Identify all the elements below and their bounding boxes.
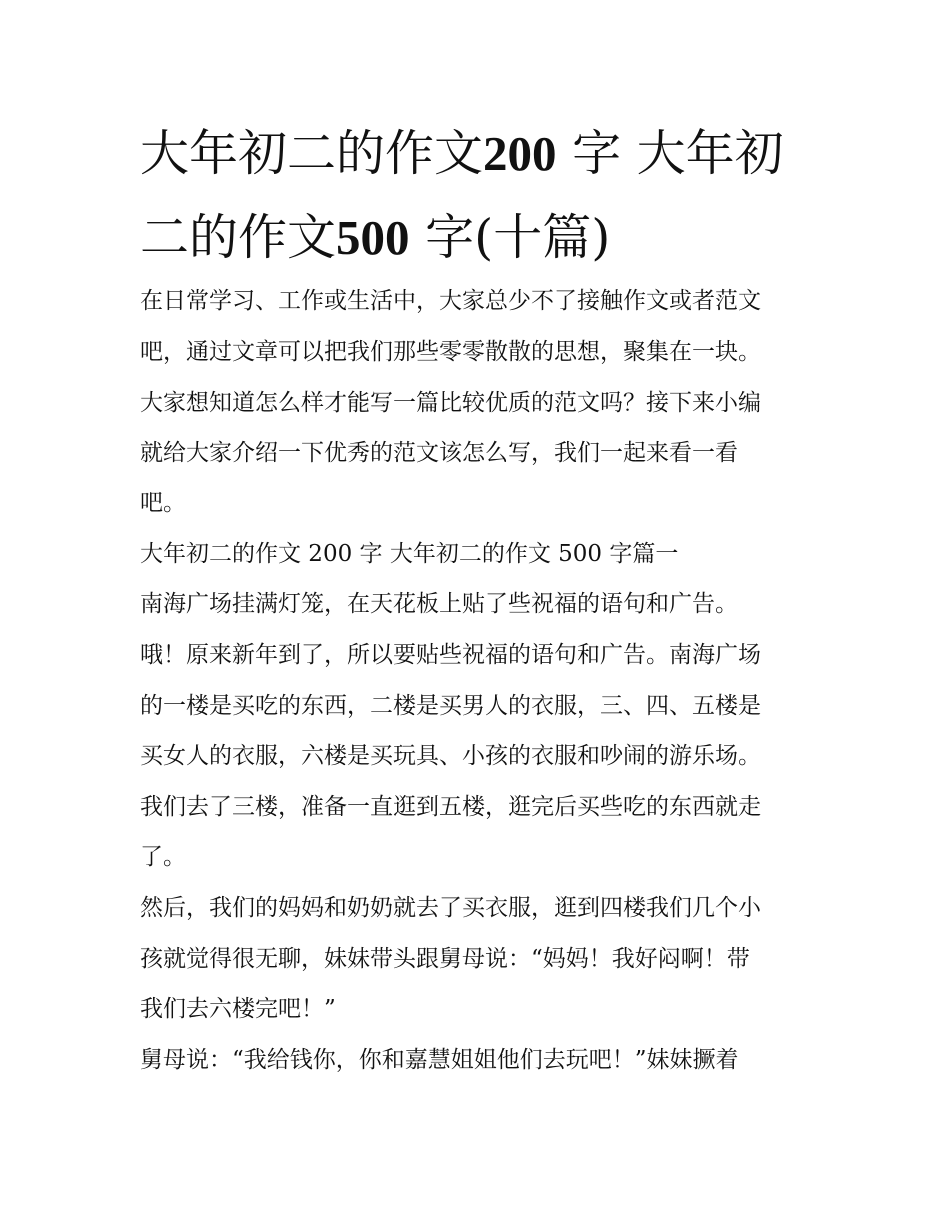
body-line: 然后，我们的妈妈和奶奶就去了买衣服，逛到四楼我们几个小 xyxy=(140,895,761,921)
body-line: 大家想知道怎么样才能写一篇比较优质的范文吗？接下来小编 xyxy=(140,390,761,416)
body-line: 哦！原来新年到了，所以要贴些祝福的语句和广告。南海广场 xyxy=(140,642,761,668)
body-line: 我们去六楼完吧！” xyxy=(140,996,336,1022)
body-line: 吧。 xyxy=(140,490,186,516)
body-line: 了。 xyxy=(140,844,186,870)
body-line: 的一楼是买吃的东西，二楼是买男人的衣服，三、四、五楼是 xyxy=(140,693,761,719)
body-line: 我们去了三楼，准备一直逛到五楼，逛完后买些吃的东西就走 xyxy=(140,794,761,820)
body-line: 孩就觉得很无聊，妹妹带头跟舅母说：“妈妈！我好闷啊！带 xyxy=(140,946,750,972)
section-heading: 大年初二的作文 200 字 大年初二的作文 500 字篇一 xyxy=(140,541,679,567)
body-line: 在日常学习、工作或生活中，大家总少不了接触作文或者范文 xyxy=(140,288,761,314)
body-line: 吧，通过文章可以把我们那些零零散散的思想，聚集在一块。 xyxy=(140,339,761,365)
title-text-3: 二的作文 xyxy=(140,209,337,266)
body-line: 南海广场挂满灯笼，在天花板上贴了些祝福的语句和广告。 xyxy=(140,591,738,617)
body-line: 买女人的衣服，六楼是买玩具、小孩的衣服和吵闹的游乐场。 xyxy=(140,743,761,769)
body-line: 舅母说：“我给钱你，你和嘉慧姐姐他们去玩吧！”妹妹撅着 xyxy=(140,1047,739,1073)
title-number-1: 200 xyxy=(483,126,557,181)
title-text-1: 大年初二的作文 xyxy=(140,125,484,182)
title-text-2: 字 大年初 xyxy=(556,125,784,182)
body-line: 就给大家介绍一下优秀的范文该怎么写，我们一起来看一看 xyxy=(140,440,738,466)
title-number-2: 500 xyxy=(336,210,410,265)
document-title xyxy=(140,112,830,280)
title-text-4: 字(十篇) xyxy=(409,209,611,266)
